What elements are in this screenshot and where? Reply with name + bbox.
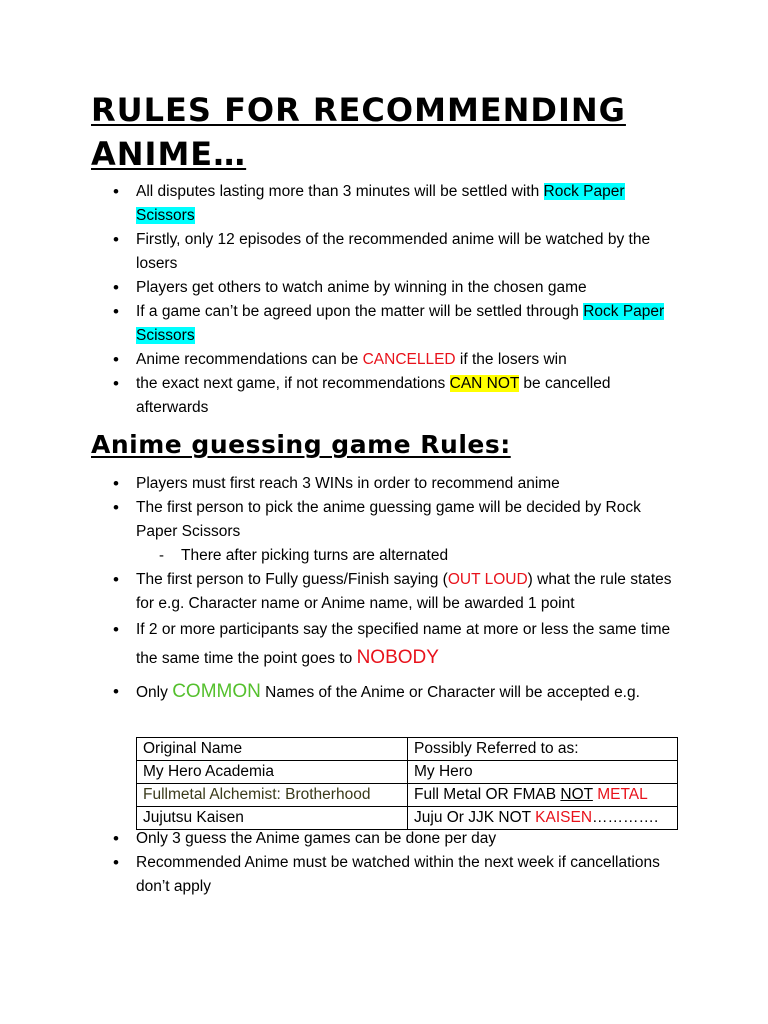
game-rules-list (0, 472, 768, 708)
table-header: Possibly Referred to as: (408, 738, 678, 761)
table-cell: Fullmetal Alchemist: Brotherhood (137, 784, 408, 807)
list-item: • the exact next game, if not recommendations CAN NOT be cancelled afterwards (0, 372, 768, 420)
highlight-cyan: Rock Paper Scissors (136, 183, 625, 224)
list-item: • If a game can’t be agreed upon the matter will be settled through Rock Paper Scissors (0, 300, 768, 348)
red-text: KAISEN (535, 809, 593, 826)
page-title: RULES FOR RECOMMENDING ANIME… (91, 91, 626, 173)
section-heading: Anime guessing game Rules: (91, 430, 511, 459)
table-row (137, 738, 678, 761)
names-table (136, 737, 678, 830)
red-text: NOBODY (356, 647, 439, 668)
red-text: CANCELLED (362, 351, 456, 368)
table-cell: Juju Or JJK NOT KAISEN…………. (408, 807, 678, 830)
list-item: • The first person to Fully guess/Finish saying (OUT LOUD) what the rule states for e.g. Character name or Anime name, will be awarded 1 point (0, 568, 768, 616)
list-item: • The first person to pick the anime guessing game will be decided by Rock Paper Scissors (0, 496, 768, 544)
list-item: • Firstly, only 12 episodes of the recommended anime will be watched by the losers (0, 228, 768, 276)
highlight-cyan: Rock Paper Scissors (136, 303, 665, 344)
list-item: • Players must first reach 3 WINs in order to recommend anime (0, 472, 768, 496)
rules-list (0, 180, 768, 420)
table-cell: My Hero (408, 761, 678, 784)
list-item: • Anime recommendations can be CANCELLED if the losers win (0, 348, 768, 372)
sub-list-item: - There after picking turns are alternated (0, 544, 768, 568)
list-item: • Only 3 guess the Anime games can be done per day (0, 827, 768, 851)
closing-rules-list (0, 827, 768, 899)
list-item: • All disputes lasting more than 3 minutes will be settled with Rock Paper Scissors (0, 180, 768, 228)
green-text: COMMON (172, 681, 261, 702)
red-text: METAL (597, 786, 648, 803)
list-item: • If 2 or more participants say the specified name at more or less the same time the same time the point goes to NOBODY (0, 616, 768, 673)
table-cell: My Hero Academia (137, 761, 408, 784)
list-item: • Only COMMON Names of the Anime or Character will be accepted e.g. (0, 677, 768, 708)
table-row (137, 761, 678, 784)
list-item: • Recommended Anime must be watched within the next week if cancellations don’t apply (0, 851, 768, 899)
highlight-yellow: CAN NOT (449, 375, 520, 392)
table-header: Original Name (137, 738, 408, 761)
table-cell: Jujutsu Kaisen (137, 807, 408, 830)
table-row (137, 784, 678, 807)
red-text: OUT LOUD (447, 571, 528, 588)
table-cell: Full Metal OR FMAB NOT METAL (408, 784, 678, 807)
list-item: • Players get others to watch anime by winning in the chosen game (0, 276, 768, 300)
